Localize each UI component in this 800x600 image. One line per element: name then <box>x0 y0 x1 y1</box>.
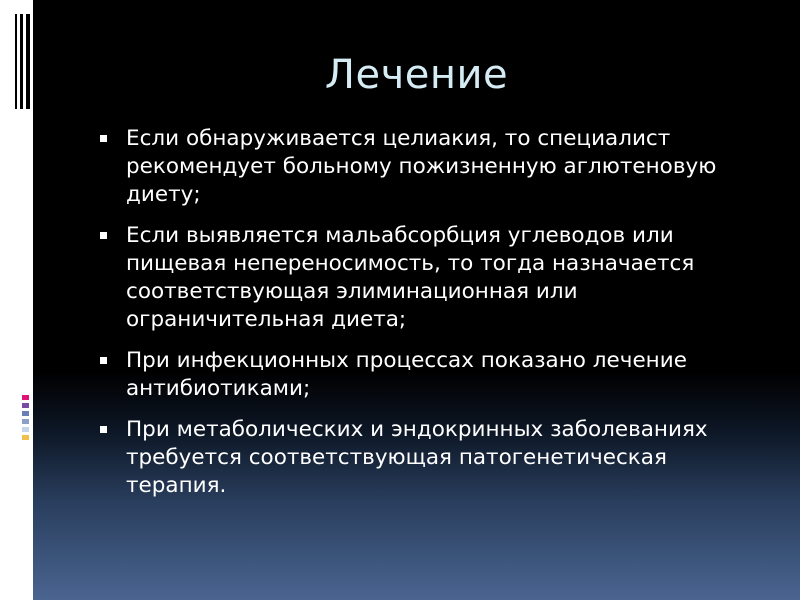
bullet-text: Если обнаруживается целиакия, то специалист рекомендует больному пожизненную аглютеновую диету; <box>126 126 717 207</box>
slide-title: Лечение <box>324 52 509 98</box>
bullet-text: При метаболических и эндокринных заболеваниях требуется соответствующая патогенетическая терапия. <box>126 417 708 498</box>
bullet-square-icon <box>100 426 107 433</box>
decorative-color-marks <box>22 395 30 455</box>
bullet-square-icon <box>100 135 107 142</box>
bullet-text: При инфекционных процессах показано лечение антибиотиками; <box>126 348 687 401</box>
bullet-square-icon <box>100 357 107 364</box>
bullet-item <box>100 222 760 334</box>
decorative-bars-icon <box>15 14 35 109</box>
bullet-item <box>100 347 760 403</box>
bullet-text: Если выявляется мальабсорбция углеводов или пищевая непереносимость, то тогда назначается соответствующая элиминационная или ограничительная диета; <box>126 223 695 332</box>
bullet-list <box>100 125 760 513</box>
bullet-item <box>100 416 760 500</box>
bullet-item <box>100 125 760 209</box>
bullet-square-icon <box>100 232 107 239</box>
